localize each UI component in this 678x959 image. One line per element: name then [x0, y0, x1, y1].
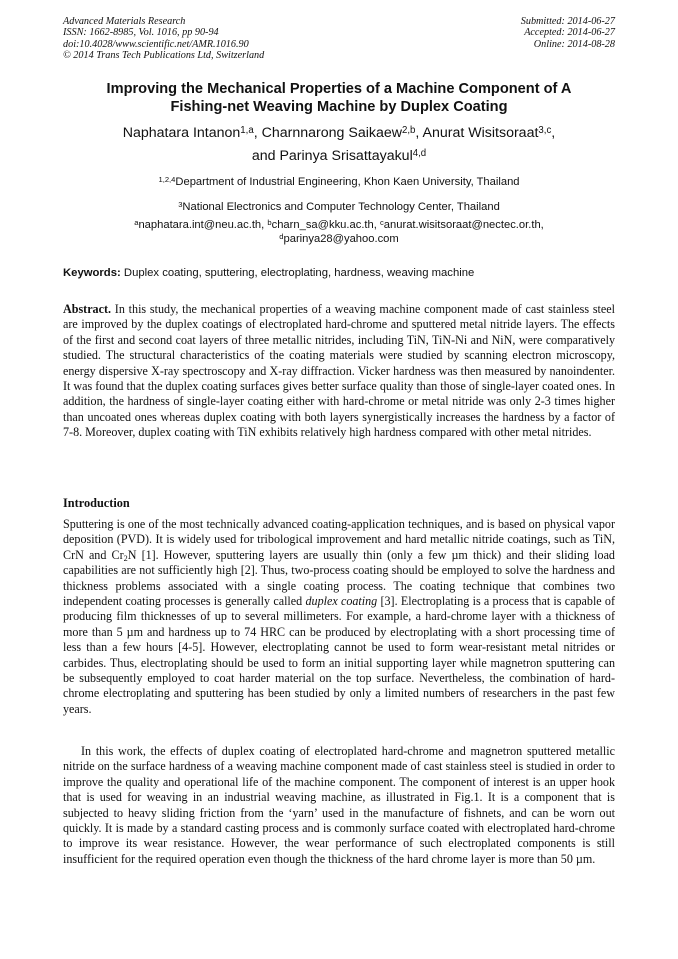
emphasis-text: duplex coating: [305, 594, 378, 609]
abstract: [63, 302, 615, 441]
accepted-date: Accepted: 2014-06-27: [524, 27, 615, 39]
author-affiliation-mark: 2,b: [401, 124, 416, 136]
email-link[interactable]: charn_sa@kku.ac.th,: [271, 219, 380, 231]
email-mark: b: [267, 217, 272, 227]
author-line-1: Naphatara Intanon$^{1,a}$, Charnnarong Saikaew$^{2,b}$, Anurat Wisitsoraat$^{3,c}$,: [122, 124, 556, 141]
author-line-2: [63, 145, 615, 168]
keywords: [63, 266, 615, 280]
email-mark: d: [279, 231, 284, 241]
journal-issn: ISSN: 1662-8985, Vol. 1016, pp 90-94: [63, 27, 219, 39]
affiliation-text: Department of Industrial Engineering, Khon Kaen University, Thailand: [175, 176, 520, 188]
keywords-label: Keywords:: [63, 267, 121, 279]
email-mark: c: [379, 217, 384, 227]
email-link[interactable]: parinya28@yahoo.com: [283, 233, 399, 245]
email-link[interactable]: anurat.wisitsoraat@nectec.or.th,: [383, 219, 544, 231]
affiliation-mark: 3: [178, 199, 183, 209]
affiliation-mark: 1,2,4: [158, 174, 176, 184]
affiliation-2: [63, 200, 615, 214]
journal-name: Advanced Materials Research: [63, 16, 186, 27]
email-mark: a: [134, 217, 139, 227]
submitted-date: Submitted: 2014-06-27: [520, 16, 615, 27]
author-affiliation-mark: 1,a: [240, 124, 254, 136]
journal-info: [63, 16, 264, 61]
title-line-1: Improving the Mechanical Properties of a Machine Component of A: [106, 81, 572, 97]
author-name: and Parinya Srisattayakul: [251, 148, 413, 164]
paragraph-text: [3]. Electroplating is a process that is capable of producing film thicknesses of up to several millimeters. For example, a hard-chrome layer with a thickness of more than 5 µm and hardness up to 74 HRC can be produced by electroplating with a short processing time of less than a few hours [4-5]. However, electroplating cannot be used to form wear-resistant metal nitrides or carbides. Thus, electroplating should be used to form an initial supporting layer while magnetron sputtering can be subsequently employed to coat harder material on the top surface. Nevertheless, the combination of hard-chrome electroplating and sputtering has been studied by only a limited numbers of researchers in the past few years.: [63, 594, 615, 716]
journal-doi: doi:10.4028/www.scientific.net/AMR.1016.90: [63, 38, 249, 50]
author-affiliation-mark: 4,d: [412, 147, 427, 159]
intro-paragraph-1: [63, 517, 615, 717]
author-name: Anurat Wisitsoraat: [422, 125, 539, 141]
subscript: 2: [123, 553, 128, 563]
submission-dates: [521, 16, 615, 50]
abstract-text: In this study, the mechanical properties of a weaving machine component made of cast stainless steel are improved by the duplex coatings of electroplated hard-chrome and sputtered metal nitride layers. The effects of the first and second coat layers of three metallic nitrides, including TiN, TiN-Ni and NiN, were comparatively studied. The structural characteristics of the coating materials were studied by scanning electron microscopy, energy dispersive X-ray spectroscopy and X-ray diffraction. Vicker hardness was then measured by nanoindenter. It was found that the duplex coating surfaces gives better surface quality than those of single-layer coated ones. In addition, the hardness of single-layer coating either with hard-chrome or metal nitride was only 2-3 times higher than uncoated ones whereas duplex coating with both layers synergistically increases the hardness by a factor of 7-8. Moreover, duplex coating with TiN exhibits relatively high hardness compared with other metal nitrides.: [63, 302, 615, 440]
author-emails: [63, 218, 615, 246]
title-line-2: Fishing-net Weaving Machine by Duplex Coating: [170, 99, 508, 115]
author-name: Charnnarong Saikaew: [261, 125, 402, 141]
paragraph-text: N [1]. However, sputtering layers are usually thin (only a few µm thick) and their sliding load capabilities are not sufficiently high [2]. Thus, two-process coating should be employed to solve the hardness and thickness problems associated with a single coating process. The coating technique that combines two independent coating processes is generally called: [63, 547, 615, 609]
online-date: Online: 2014-08-28: [533, 38, 615, 50]
author-affiliation-mark: 3,c: [538, 124, 552, 136]
email-line-2: [63, 232, 615, 246]
email-link[interactable]: naphatara.int@neu.ac.th,: [138, 219, 268, 231]
author-list: [63, 122, 615, 168]
paragraph-text: Sputtering is one of the most technically advanced coating-application techniques, and is based on physical vapor deposition (PVD). It is widely used for tribological improvement and hard metallic nitride coatings, such as TiN, CrN and Cr: [63, 517, 615, 562]
author-name: Naphatara Intanon: [122, 125, 241, 141]
keywords-text: Duplex coating, sputtering, electroplating, hardness, weaving machine: [120, 267, 475, 279]
abstract-label: Abstract.: [63, 302, 112, 316]
affiliation-1: [63, 175, 615, 189]
affiliation-text: National Electronics and Computer Technology Center, Thailand: [182, 201, 500, 213]
intro-paragraph-2: In this work, the effects of duplex coating of electroplated hard-chrome and magnetron sputtered metallic nitride on the surface hardness of a weaving machine component made of cast stainless steel is studied in order to improve the quality and operational life of the machine component. The component of interest is an upper hook that is used for weaving in an industrial weaving machine, as illustrated in Fig.1. It is a component that is subjected to heavy sliding friction from the ‘yarn’ used in the manufacture of fishnets, and can be worn out quickly. It is made by a standard casting process and is commonly surface coated with electroplated hard-chrome to improve its wear resistance. However, the wear performance of such electroplated components is still insufficient for the required operation even though the thickness of the hard chrome layer is more than 50 µm.: [63, 744, 615, 866]
journal-copyright: © 2014 Trans Tech Publications Ltd, Switzerland: [63, 49, 265, 61]
paper-title: [63, 80, 615, 116]
section-heading-introduction: Introduction: [63, 496, 130, 510]
email-line-1: [63, 218, 615, 232]
